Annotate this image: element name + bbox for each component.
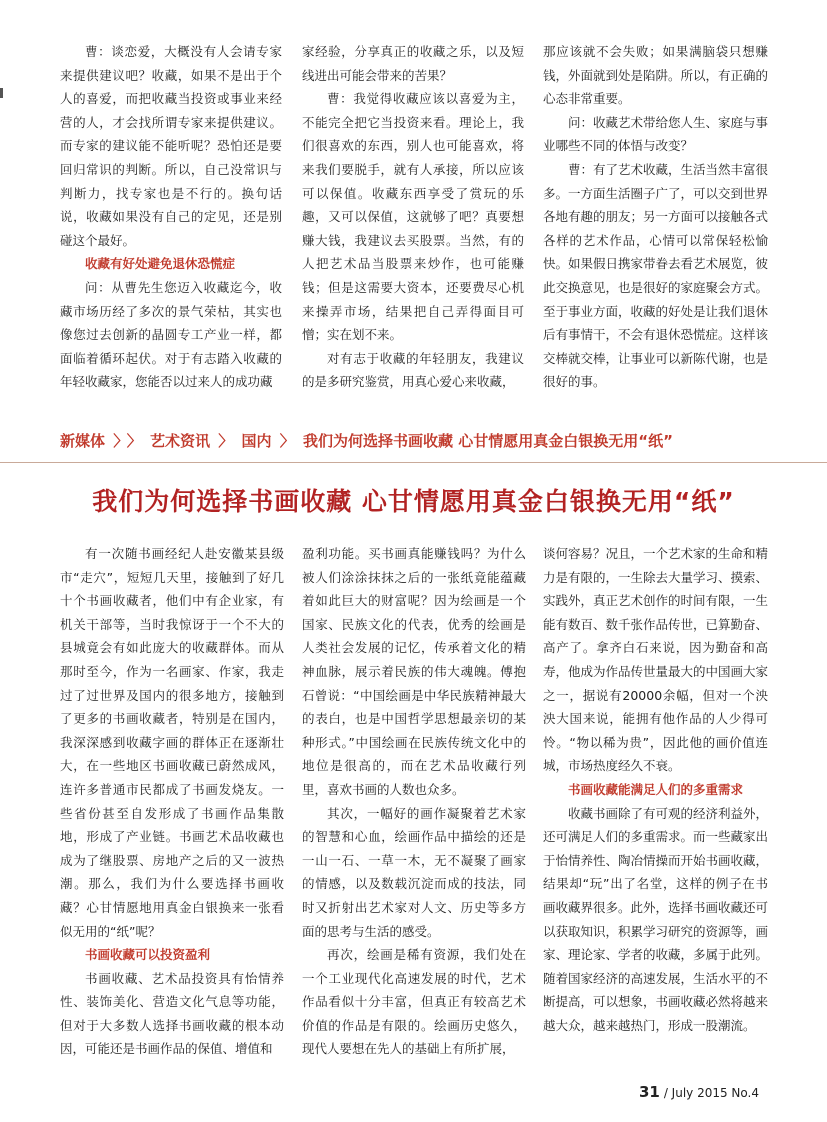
article-headline: 我们为何选择书画收藏 心甘情愿用真金白银换无用“纸” xyxy=(92,487,735,516)
paragraph: 盈利功能。买书画真能赚钱吗？为什么被人们涂涂抹抹之后的一张纸竟能蕴藏着如此巨大的财富呢？因为绘画是一个国家、民族文化的代表，优秀的绘画是人类社会发展的记忆，传承着文化的精神血脉，展示着民族的伟大魂魄。傅抱石曾说：“中国绘画是中华民族精神最大的表白，也是中国哲学思想最亲切的某种形式。”中国绘画在民族传统文化中的地位是很高的，而在艺术品收藏行列里，喜欢书画的人数也众多。 xyxy=(302,546,526,797)
breadcrumb-separator: 〉 xyxy=(113,432,121,450)
breadcrumb-item-domestic[interactable]: 国内 xyxy=(241,432,272,450)
paragraph: 对有志于收藏的年轻朋友，我建议的是多研究鉴赏，用真心爱心来收藏， xyxy=(302,350,524,390)
article-column-3 xyxy=(543,542,768,1067)
breadcrumb-separator: 〉 xyxy=(126,432,142,450)
breadcrumb-item-art-news[interactable]: 艺术资讯 xyxy=(150,432,211,450)
breadcrumb-separator: 〉 xyxy=(218,432,234,450)
article-column-1 xyxy=(60,542,284,1067)
page-footer xyxy=(639,1083,759,1101)
top-column-1 xyxy=(60,40,282,410)
top-column-3 xyxy=(543,40,768,410)
top-column-2 xyxy=(302,40,524,410)
paragraph: 再次，绘画是稀有资源，我们处在一个工业现代化高速发展的时代，艺术作品看似十分丰富，但真正有较高艺术价值的作品是有限的。绘画历史悠久，现代人要想在先人的基础上有所扩展， xyxy=(302,947,526,1057)
paragraph: 谈何容易？况且，一个艺术家的生命和精力是有限的，一生除去大量学习、摸索、实践外，真正艺术创作的时间有限，一生能有数百、数千张作品传世，已算勤奋、高产了。拿齐白石来说，因为勤奋和高寿，他成为作品传世量最大的中国画大家之一，据说有20000余幅，但对一个泱泱大国来说，能拥有他作品的人少得可怜。“物以稀为贵”，因此他的画价值连城，市场热度经久不衰。 xyxy=(543,546,768,774)
paragraph: 其次，一幅好的画作凝聚着艺术家的智慧和心血，绘画作品中描绘的还是一山一石、一草一木，无不凝聚了画家的情感，以及数载沉淀而成的技法，同时又折射出艺术家对人文、历史等多方面的思考与生活的感受。 xyxy=(302,805,526,939)
margin-mark xyxy=(0,88,3,98)
paragraph: 曹：谈恋爱，大概没有人会请专家来提供建议吧？收藏，如果不是出于个人的喜爱，而把收藏当投资或事业来经营的人，才会找所谓专家来提供建议。而专家的建议能不能听呢？恐怕还是要回归常识的判断。所以，自己没常识与判断力，找专家也是不行的。换句话说，收藏如果没有自己的定见，还是别碰这个最好。 xyxy=(60,44,282,248)
paragraph: 那应该就不会失败；如果满脑袋只想赚钱，外面就到处是陷阱。所以，有正确的心态非常重要。 xyxy=(543,44,768,107)
section-subheading: 收藏有好处避免退休恐慌症 xyxy=(85,256,236,272)
breadcrumb-item-current-article: 我们为何选择书画收藏 心甘情愿用真金白银换无用“纸” xyxy=(303,432,673,450)
paragraph: 曹：我觉得收藏应该以喜爱为主，不能完全把它当投资来看。理论上，我们很喜欢的东西，别人也可能喜欢，将来我们要脱手，就有人承接，所以应该可以保值。收藏东西享受了赏玩的乐趣，又可以保值，这就够了吧？真要想赚大钱，我建议去买股票。当然，有的人把艺术品当股票来炒作，也可能赚钱；但是这需要大资本，还要费尽心机来操弄市场，结果把自己弄得面目可憎；实在划不来。 xyxy=(302,91,524,343)
breadcrumb-separator: 〉 xyxy=(279,432,295,450)
breadcrumb-item-new-media[interactable]: 新媒体 xyxy=(60,432,106,450)
breadcrumb xyxy=(60,430,673,451)
paragraph: 曹：有了艺术收藏，生活当然丰富很多。一方面生活圈子广了，可以交到世界各地有趣的朋友；另一方面可以接触各式各样的艺术作品，心情可以常保轻松愉快。如果假日携家带眷去看艺术展览，彼此交换意见，也是很好的家庭聚会方式。至于事业方面，收藏的好处是让我们退休后有事情干，不会有退休恐慌症。这样该交棒就交棒，让事业可以新陈代谢，也是很好的事。 xyxy=(543,161,768,390)
section-divider xyxy=(0,462,827,463)
paragraph: 问：从曹先生您迈入收藏迄今，收藏市场历经了多次的景气荣枯，其实也像您过去创新的晶圆专工产业一样，都面临着循环起伏。对于有志踏入收藏的年轻收藏家，您能否以过来人的成功藏 xyxy=(60,279,282,390)
paragraph: 有一次随书画经纪人赴安徽某县级市“走穴”，短短几天里，接触到了好几十个书画收藏者，他们中有企业家，有机关干部等，当时我惊讶于一个不大的县城竟会有如此庞大的收藏群体。而从那时至今，作为一名画家、作家，我走过了过世界及国内的很多地方，接触到了更多的书画收藏者，特别是在国内，我深深感到收藏字画的群体正在逐渐壮大，在一些地区书画收藏已蔚然成风，连许多普通市民都成了书画发烧友。一些省份甚至自发形成了书画作品集散地，形成了产业链。书画艺术品收藏也成为了继股票、房地产之后的又一波热潮。那么，我们为什么要选择书画收藏？心甘情愿地用真金白银换来一张看似无用的“纸”呢？ xyxy=(60,546,284,939)
section-subheading: 书画收藏能满足人们的多重需求 xyxy=(568,781,744,797)
paragraph: 问：收藏艺术带给您人生、家庭与事业哪些不同的体悟与改变？ xyxy=(543,114,768,154)
paragraph: 家经验，分享真正的收藏之乐，以及短线进出可能会带来的苦果？ xyxy=(302,44,524,83)
paragraph: 书画收藏、艺术品投资具有怡情养性、装饰美化、营造文化气息等功能，但对于大多数人选择书画收藏的根本动因，可能还是书画作品的保值、增值和 xyxy=(60,970,284,1057)
page-number: 31 xyxy=(638,1083,660,1101)
article-column-2 xyxy=(302,542,526,1067)
section-subheading: 书画收藏可以投资盈利 xyxy=(85,947,211,963)
paragraph: 收藏书画除了有可观的经济利益外，还可满足人们的多重需求。而一些藏家出于怡情养性、陶冶情操而开始书画收藏，结果却“玩”出了名堂，这样的例子在书画收藏界很多。此外，选择书画收藏还可以获取知识，积累学习研究的资源等，画家、理论家、学者的收藏，多属于此列。随着国家经济的高速发展，生活水平的不断提高，可以想象，书画收藏必然将越来越大众，越来越热门，形成一股潮流。 xyxy=(543,805,768,1033)
issue-label: / July 2015 No.4 xyxy=(663,1086,759,1100)
